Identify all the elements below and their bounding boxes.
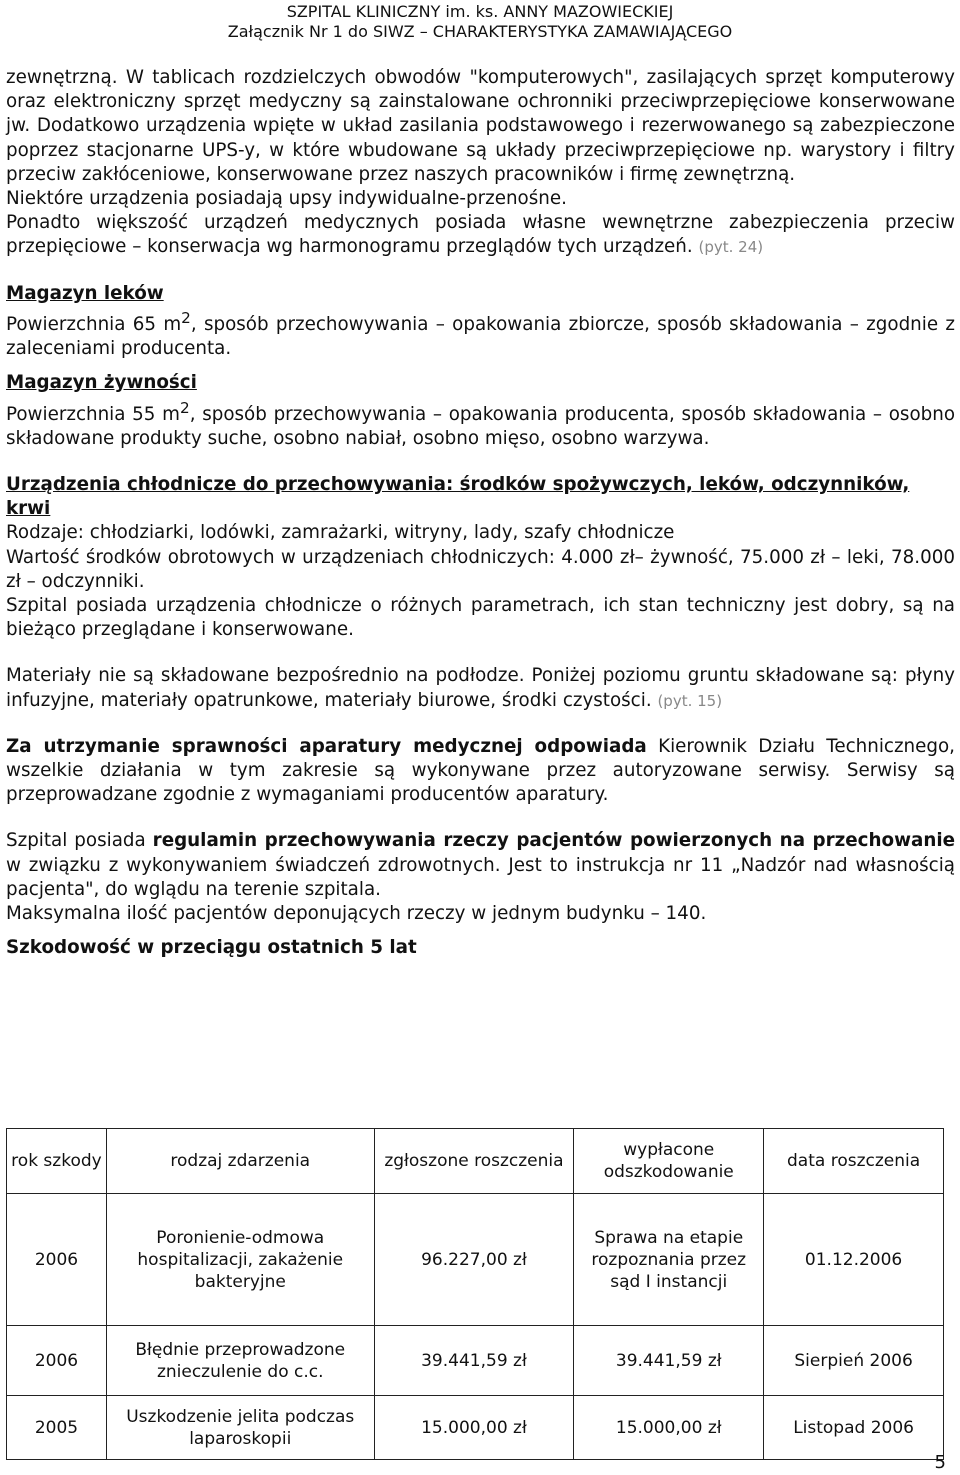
table-cell: 2006 [7,1326,107,1396]
materialy-text: Materiały nie są składowane bezpośrednio na podłodze. Poniżej poziomu gruntu składowane są: płyny infuzyjne, materiały opatrunkowe, materiały biurowe, środki czystości. [6,665,955,711]
column-header: rok szkody [7,1129,107,1194]
section-heading-magazyn-lekow: Magazyn leków [6,282,164,304]
urzadzenia-line-3: Szpital posiada urządzenia chłodnicze o różnych parametrach, ich stan techniczny jest dobry, są na bieżąco przeglądane i konserwowane. [6,595,955,641]
page-number: 5 [934,1452,946,1473]
magazyn-zywnosci-text [6,396,955,452]
materialy-paragraph [6,664,955,712]
table-cell: 39.441,59 zł [574,1326,764,1396]
regulamin-line-2: Maksymalna ilość pacjentów deponujących rzeczy w jednym budynku – 140. [6,903,707,925]
urzadzenia-line-2: Wartość środków obrotowych w urządzeniach chłodniczych: 4.000 zł– żywność, 75.000 zł – leki, 78.000 zł – odczynniki. [6,546,955,592]
table-cell: Błędnie przeprowadzone znieczulenie do c.c. [106,1326,374,1396]
magazyn-zywnosci-sup: 2 [179,398,190,417]
regulamin-pre: Szpital posiada [6,830,153,852]
aparatura-rest: Kierownik Działu Technicznego, wszelkie działania w tym zakresie są wykonywane przez autoryzowane serwisy. Serwisy są przeprowadzane zgodnie z wymaganiami producentów aparatury. [6,735,955,806]
table-row [7,1194,944,1326]
table-cell: Poronienie-odmowa hospitalizacji, zakażenie bakteryjne [106,1194,374,1326]
section-heading-szkodowosc: Szkodowość w przeciągu ostatnich 5 lat [6,937,417,959]
magazyn-lekow-text-a: Powierzchnia 65 m [6,313,182,335]
table-cell: 2006 [7,1194,107,1326]
table-cell: Listopad 2006 [764,1396,944,1460]
intro-paragraph-1: zewnętrzną. W tablicach rozdzielczych obwodów "komputerowych", zasilających sprzęt komputerowy oraz elektroniczny sprzęt medyczny są zainstalowane ochronniki przeciwprzepięciowe konserwowane jw. Dodatkowo urządzenia wpięte w układ zasilania podstawowego i rezerwowanego są zabezpieczone poprzez stacjonarne UPS-y, w które wbudowane są układy przeciwprzepięciowe np. warystory i filtry przeciw zakłóceniowe, konserwowane przez naszych pracowników i firmę zewnętrzną. [6,67,955,185]
question-ref: (pyt. 24) [698,238,764,257]
table-cell: 01.12.2006 [764,1194,944,1326]
magazyn-lekow-sup: 2 [181,308,191,327]
regulamin-rest: w związku z wykonywaniem świadczeń zdrowotnych. Jest to instrukcja nr 11 „Nadzór nad własnością pacjenta", do wglądu na terenie szpitala. [6,854,955,900]
header-line-1: SZPITAL KLINICZNY im. ks. ANNY MAZOWIECKIEJ [286,2,674,21]
regulamin-paragraph [6,829,955,902]
document-body [6,66,955,960]
table-row [7,1326,944,1396]
table-cell: Uszkodzenie jelita podczas laparoskopii [106,1396,374,1460]
column-header: wypłacone odszkodowanie [574,1129,764,1194]
question-ref: (pyt. 15) [657,691,723,710]
table-cell: 2005 [7,1396,107,1460]
magazyn-lekow-text [6,306,955,362]
table-cell: Sierpień 2006 [764,1326,944,1396]
table-cell: Sprawa na etapie rozpoznania przez sąd I instancji [574,1194,764,1326]
intro-paragraph-2: Niektóre urządzenia posiadają upsy indywidualne-przenośne. [6,188,567,210]
intro-paragraph-3 [6,211,955,259]
table-row [7,1396,944,1460]
page-header [0,0,960,42]
table-header-row [7,1129,944,1194]
column-header: rodzaj zdarzenia [106,1129,374,1194]
magazyn-zywnosci-text-a: Powierzchnia 55 m [6,403,180,425]
header-line-2: Załącznik Nr 1 do SIWZ – CHARAKTERYSTYKA ZAMAWIAJĄCEGO [227,22,733,41]
table-cell: 39.441,59 zł [374,1326,574,1396]
urzadzenia-line-1: Rodzaje: chłodziarki, lodówki, zamrażarki, witryny, lady, szafy chłodnicze [6,522,675,544]
regulamin-bold: regulamin przechowywania rzeczy pacjentów powierzonych na przechowanie [152,830,955,852]
column-header: zgłoszone roszczenia [374,1129,574,1194]
intro-paragraph-3-text: Ponadto większość urządzeń medycznych posiada własne wewnętrzne zabezpieczenia przeciw przepięciowe – konserwacja wg harmonogramu przeglądów tych urządzeń. [6,212,955,258]
section-heading-magazyn-zywnosci: Magazyn żywności [6,372,197,394]
column-header: data roszczenia [764,1129,944,1194]
section-heading-urzadzenia: Urządzenia chłodnicze do przechowywania: środków spożywczych, leków, odczynników, krwi [6,474,910,520]
aparatura-bold: Za utrzymanie sprawności aparatury medycznej odpowiada [6,735,647,757]
aparatura-paragraph [6,735,955,808]
magazyn-lekow-text-b: , sposób przechowywania – opakowania zbiorcze, sposób składowania – zgodnie z zaleceniami producenta. [6,313,955,360]
table-cell: 15.000,00 zł [374,1396,574,1460]
table-cell: 96.227,00 zł [374,1194,574,1326]
magazyn-zywnosci-text-b: , sposób przechowywania – opakowania producenta, sposób składowania – osobno składowane produkty suche, osobno nabiał, osobno mięso, osobno warzywa. [6,403,956,449]
claims-table [6,1128,944,1460]
table-cell: 15.000,00 zł [574,1396,764,1460]
